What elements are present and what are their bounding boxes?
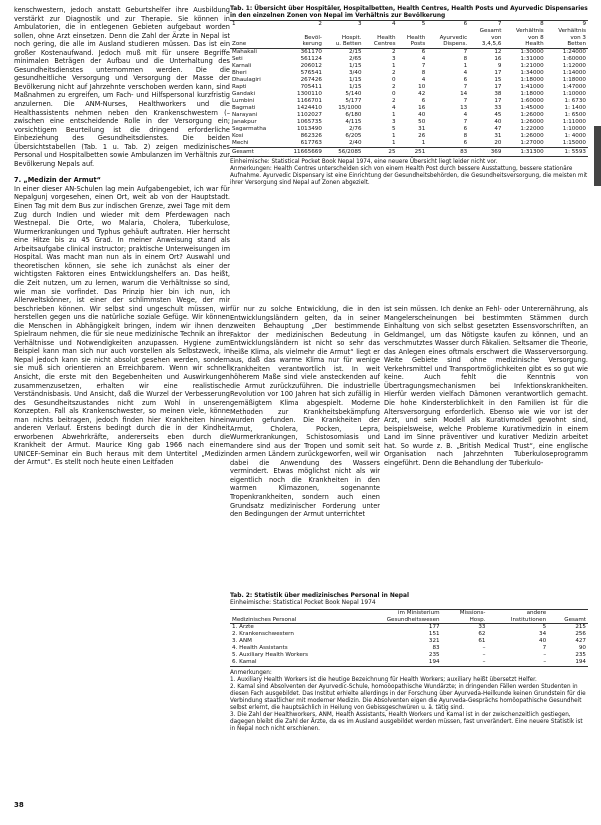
- table-cell: 6: [421, 48, 426, 55]
- col-number: 1: [232, 21, 236, 28]
- column-header: Verhältnis von 3 Betten: [546, 28, 588, 48]
- table-cell: 617763: [300, 139, 322, 146]
- table-cell: 2: [391, 97, 396, 104]
- table-cell: 1:31000: [520, 55, 544, 62]
- table-cell: 1:22000: [520, 125, 544, 132]
- table-2-subtitle: Einheimische: Statistical Pocket Book Nepal 1974: [230, 600, 376, 607]
- table-cell: 2: [391, 48, 396, 55]
- table-cell: 235: [428, 652, 440, 659]
- col-number: 5: [421, 21, 426, 28]
- table-cell: 7: [463, 83, 468, 90]
- col-number: 2: [318, 21, 322, 28]
- table-cell: 1065735: [297, 118, 322, 125]
- table-cell: 3. ANM: [232, 638, 252, 645]
- column-header: Hospit. u. Betten: [324, 28, 364, 48]
- table-row: [230, 119, 588, 126]
- table-cell: 705411: [300, 83, 322, 90]
- table-total-row: [230, 147, 588, 156]
- table-cell: 1:41000: [520, 83, 544, 90]
- table-cell: 215: [575, 624, 586, 631]
- table-row: [230, 84, 588, 91]
- table-cell: Dhaulagiri: [232, 76, 261, 83]
- column-header: Medizinisches Personal: [230, 610, 354, 624]
- table-cell: 1: 5593: [546, 147, 588, 156]
- page-number: 38: [14, 801, 24, 809]
- table-cell: 862326: [300, 132, 322, 139]
- table-cell: 11665669: [281, 147, 324, 156]
- table-row: [230, 63, 588, 70]
- table-cell: Mechi: [232, 139, 249, 146]
- table-row: [230, 98, 588, 105]
- table-cell: 194: [575, 659, 586, 666]
- middle-text-column: [230, 305, 380, 519]
- table-cell: Sagarmatha: [232, 125, 267, 132]
- table-cell: 2/15: [348, 48, 362, 55]
- table-cell: 267426: [300, 76, 322, 83]
- section-heading: 7. „Medizin der Armut“: [14, 176, 101, 185]
- column-header: Health Posts: [398, 28, 428, 48]
- table-row: [230, 624, 588, 632]
- table-cell: 1:34000: [520, 69, 544, 76]
- table-cell: 13: [460, 104, 468, 111]
- table-1-body: [230, 48, 588, 156]
- table-row: [230, 48, 588, 56]
- table-cell: 8: [463, 132, 468, 139]
- table-cell: 1300110: [297, 90, 322, 97]
- table-cell: 1: [391, 111, 396, 118]
- table-cell: 1: 6500: [564, 111, 586, 118]
- table-cell: 5. Auxiliary Health Workers: [232, 652, 309, 659]
- table-cell: 83: [427, 147, 469, 156]
- table-cell: 5/177: [345, 97, 362, 104]
- table-1-note: Anmerkungen: Health Centres unterscheiden sich von einem Health Post durch bessere Ausstattung, bessere stationäre Aufnahme. Ayurvedic Dispensary ist eine Einrichtung der Gesundheitsbehörden, die Gesundheitsversorgung, die meisten mit ihrer Versorgung sind Nepal auf Zonen abgezielt.: [230, 165, 588, 186]
- table-cell: 2/65: [348, 55, 362, 62]
- table-cell: 47: [494, 125, 502, 132]
- column-header: Health Centres: [364, 28, 398, 48]
- table-cell: 2: [391, 83, 396, 90]
- table-cell: 7: [421, 62, 426, 69]
- table-cell: 0: [391, 76, 396, 83]
- table-2: [230, 609, 588, 667]
- table-cell: 2. Krankenschwestern: [232, 631, 294, 638]
- table-cell: 17: [494, 69, 502, 76]
- table-cell: Janakpur: [232, 118, 257, 125]
- table-cell: 40: [494, 118, 502, 125]
- column-header: andere Institutionen: [487, 610, 548, 624]
- table-row: [230, 652, 588, 659]
- table-cell: 1:47000: [562, 83, 586, 90]
- table-cell: 17: [494, 97, 502, 104]
- col-number: 3: [357, 21, 362, 28]
- table-row: [230, 77, 588, 84]
- table-cell: Karnali: [232, 62, 252, 69]
- table-note: 3. Die Zahl der Healthworkers, ANM, Health Assistants, Health Workers und Kamal ist in der zwischenzeitlich gestiegen, dagegen bleibt die Zahl der Ärzte, da es im Ausland ausgebildet werden müssen, fast unverändert. Eine neuere Statistik ist in Nepal noch nicht erschienen.: [230, 712, 583, 733]
- table-cell: 1:45000: [520, 104, 544, 111]
- table-cell: 1: [391, 132, 396, 139]
- table-cell: 1/15: [348, 62, 362, 69]
- table-cell: 2/76: [348, 125, 362, 132]
- table-cell: 3: [391, 118, 396, 125]
- table-cell: Gesamt: [230, 147, 281, 156]
- table-cell: Lumbini: [232, 97, 255, 104]
- table-cell: 1: 6730: [564, 97, 586, 104]
- table-cell: 38: [494, 90, 502, 97]
- body-paragraph: In einer dieser AN-Schulen lag mein Aufgabengebiet, ich war für Nepalgunj vorgesehen, einen Ort, weit ab von der Hauptstadt. Einen Tag mit dem Bus zur indischen Grenze, zwei Tage mit dem Zug durch Indien und wieder mit dem Pferdewagen nach Westnepal. Die Orte, wo Malaria, Cholera, Tuberkulose, Wurmerkrankungen und Typhus gehäuft auftraten. Hier herrscht eine Hitze bis zu 45 Grad. In meiner Anweisung stand als Arbeitsaufgabe clinical instructor; praktische Unterweisungen im Hospital. Was macht man nun als in einem Ort? Auswahl und theoretischen können, sie sehe ich zunächst als einer der wichtigsten Faktoren eines Entwicklungshelfers an. Das heißt, die Zeit nutzen, um zu lernen, warum die Verhältnisse so sind, wie man sie vorfindet. Das Prinzip hier bin ich nun, ich Allerweltskönner, ist einer der schlimmsten Wege, der mir beschrieben können. Wir selbst sind ungeschult müssen, wir herstellen gegen uns die natürliche soziale Gefüge. Wir können die Menschen in Abhängigkeit bringen, indem wir ihnen den Spielraum nehmen, die für sie neue medizinische Technik an ihre Verhältnisse und Notwendigkeiten anzupassen. Hygiene zum Beispiel kann man sich nur auch vorstellen als Selbstzweck, in Nepal jedoch kann sie nicht absolut gesehen werden, sondern sie muß sich orientieren an Erreichbarem. Wenn wir schnell Ansicht, die erste mit den Begebenheiten und Auswirkungen zusammenzusetzen, erhalten wir eine realistische Verständnisbasis. Und Ansicht, daß die Wurzel der Verbesserung des Gesundheitszustandes nicht zum Wohl in unseren Konzepten. Fall als Krankenschwester, so meinen viele, könne man nichts beitragen, jedoch finden hier Krankheiten hinein anderen Verlauf. Erstens bedingt durch die in der Kindheit erworbenen Abwehrkräfte, andererseits eben durch die Krankheit der Armut. Maurice King gab 1966 nach einem UNICEF-Seminar ein Buch heraus mit dem Untertitel „Medizin der Armut“. Es stellt noch heute einen Leitfaden: [14, 184, 230, 467]
- table-cell: 1:10000: [562, 90, 586, 97]
- table-cell: 1:60000: [520, 97, 544, 104]
- table-cell: 20: [494, 139, 502, 146]
- table-cell: 12: [494, 48, 502, 55]
- table-cell: 16: [494, 55, 502, 62]
- table-cell: 8: [421, 69, 426, 76]
- table-1-title: Tab. 1: Übersicht über Hospitäler, Hospitalbetten, Health Centres, Health Posts und Ayurvedic Dispensaries in den einzelnen Zonen von Nepal im Verhältnis zur Bevölkerung: [230, 6, 588, 20]
- table-cell: –: [543, 652, 547, 659]
- table-2-header-row: [230, 610, 588, 624]
- table-cell: –: [482, 652, 486, 659]
- column-number-row: [230, 21, 588, 29]
- table-cell: 235: [575, 652, 586, 659]
- table-cell: 1:26000: [520, 118, 544, 125]
- table-cell: 26: [418, 132, 426, 139]
- table-row: [230, 70, 588, 77]
- right-text-column: [384, 305, 588, 467]
- table-row: [230, 140, 588, 148]
- table-cell: 25: [364, 147, 398, 156]
- table-cell: 14: [460, 90, 468, 97]
- left-text-column: [14, 6, 230, 467]
- table-cell: 1:12000: [562, 62, 586, 69]
- table-cell: 1:26000: [520, 111, 544, 118]
- table-cell: 40: [418, 111, 426, 118]
- table-cell: 151: [428, 631, 440, 638]
- table-cell: 45: [494, 111, 502, 118]
- table-cell: 6: [463, 76, 468, 83]
- table-2-notes-heading: Anmerkungen:: [230, 670, 272, 677]
- table-row: [230, 105, 588, 112]
- table-cell: 7: [463, 118, 468, 125]
- column-header: im Ministerium Gesundheitswesen: [354, 610, 442, 624]
- table-cell: 576541: [300, 69, 322, 76]
- table-cell: 7: [542, 645, 547, 652]
- col-number: 4: [391, 21, 396, 28]
- col-number: 9: [582, 21, 586, 28]
- col-number: 8: [540, 21, 544, 28]
- body-paragraph: ist sein müssen. Ich denke an Fehl- oder Unterernährung, als Mangelerscheinungen bei bestimmten Stämmen durch Einhaltung von sich selbst gesetzten Essensvorschriften, an Geldmangel, um das Nötigste kaufen zu können, und an verschmutztes Wasser durch Fäkalien. Seltsamer die Theorie, das Anlegen eines oftmals erschwert die Wasserversorgung. Weite Gebiete sind ohne medizinische Versorgung. Verkehrsmittel und Transportmöglichkeiten gibt es so gut wie keine. Auch fehlt die Kenntnis von Übertragungsmechanismen bei Infektionskrankheiten. Hierfür werden vielfach Dämonen verantwortlich gemacht. Die hohe Kindersterblichkeit in den Familien ist für die Altersversorgung erforderlich. Ebenso wie wie vor ist der Arzt, und sein Modell als Kurativmodell gewohnt sind, beispielsweise, welche Probleme Kurativmedizin in einem Land im Sinne präventiver und kurativer Medizin arbeitet hat. So wurde z. B. „British Medical Trust“, eine englische Organisation nach Jahrzehnten Tuberkuloseprogramm eingeführt. Denn die Behandlung der Tuberkulo-: [384, 305, 588, 467]
- table-cell: 4: [463, 111, 468, 118]
- table-cell: 1424410: [297, 104, 322, 111]
- column-header: Zone: [230, 28, 281, 48]
- table-cell: 5: [542, 624, 547, 631]
- table-cell: 4: [463, 69, 468, 76]
- col-number: 6: [463, 21, 468, 28]
- table-cell: –: [543, 659, 547, 666]
- table-cell: 5: [391, 125, 396, 132]
- body-paragraph: für nur zu solche Entwicklung, die in den Entwicklungsländern gelten, da in seiner zweiten Behauptung „Der bestimmende Faktor der medizinischen Bedeutung in Entwicklungsländern ist nicht so sehr das heiße Klima, als vielmehr die Armut“ liegt er aus, daß das warme Klima nur für wenige Krankheiten verantwortlich ist. In weit höherem Maße sind viele ansteckenden auf die Armut zurückzuführen. Die industrielle Revolution vor 100 Jahren hat sich zufällig in gemäßigtem Klima abgespielt. Moderne Methoden zur Krankheitsbekämpfung wurden gefunden. Die Krankheiten der Armut, Cholera, Pocken, Lepra, Wurmerkrankungen, Schistosomiasis und andere sind aus der Tropen und somit seit den armen Ländern zurückgeworfen, weil wir dabei die Anwendung des Wassers vermindert. Etwas möglichst nicht als wir eigentlich noch die Krankheiten in den warmen Klimazonen, sogenannte Tropenkrankheiten, sondern auch einen Grundsatz medizinischer Forderung unter den Bedingungen der Armut unterrichtet: [230, 305, 380, 519]
- table-cell: 7: [463, 48, 468, 55]
- table-cell: 1:24000: [562, 48, 586, 55]
- table-cell: 17: [494, 83, 502, 90]
- table-cell: Narayani: [232, 111, 258, 118]
- table-cell: 1:27000: [520, 139, 544, 146]
- table-cell: 7: [463, 97, 468, 104]
- table-cell: 15: [494, 76, 502, 83]
- table-cell: 251: [398, 147, 428, 156]
- table-cell: 1: [421, 139, 426, 146]
- column-header: Missions- Hosp.: [442, 610, 488, 624]
- table-cell: 33: [494, 104, 502, 111]
- table-note: 2. Kamal sind Absolventen der Ayurvedic-Schule, homoöopathische Wundärzte; in dringenden Fällen werden Studenten in diesen Fach ausgebildet. Das Institut erhielte allerdings in der Forschung über Ayurveda-Heilkunde keinen Grundstein für die Verbindung staatlicher mit moderner Medizin. Die Absolventen eigen die Ayurveda-Gesprächs homöopathische Gesundheit selbst erlernt, die hauptsächlich in Heilung von Gebissgeschwüren u. ä. tätig sind.: [230, 684, 586, 712]
- table-cell: 4. Health Assistants: [232, 645, 288, 652]
- table-cell: 31: [418, 125, 426, 132]
- table-2-block: [230, 593, 588, 733]
- column-header: Bevöl- kerung: [281, 28, 324, 48]
- table-cell: –: [482, 659, 486, 666]
- table-1-block: [230, 6, 588, 187]
- table-cell: 6: [463, 125, 468, 132]
- column-header: Gesamt: [548, 610, 588, 624]
- table-cell: 16: [418, 104, 426, 111]
- table-cell: 1013490: [297, 125, 322, 132]
- table-cell: 2/40: [348, 139, 362, 146]
- table-cell: 1:26000: [520, 132, 544, 139]
- table-cell: 1:18000: [520, 90, 544, 97]
- table-2-notes: [230, 677, 588, 733]
- table-1: [230, 20, 588, 156]
- table-cell: 1/15: [348, 76, 362, 83]
- table-row: [230, 112, 588, 119]
- table-2-title: Tab. 2: Statistik über medizinisches Personal in Nepal: [230, 593, 409, 599]
- table-cell: 1:31300: [503, 147, 545, 156]
- table-cell: 61: [478, 638, 486, 645]
- table-cell: Bheri: [232, 69, 247, 76]
- table-1-header-row: [230, 28, 588, 48]
- table-cell: 1:30000: [520, 48, 544, 55]
- table-2-body: [230, 624, 588, 667]
- table-cell: 40: [539, 638, 547, 645]
- table-cell: 42: [418, 90, 426, 97]
- table-cell: 1:11000: [562, 118, 586, 125]
- table-cell: 90: [578, 645, 586, 652]
- table-cell: Rapti: [232, 83, 247, 90]
- table-cell: 1:60000: [562, 55, 586, 62]
- table-cell: 56/2085: [324, 147, 364, 156]
- table-row: [230, 631, 588, 638]
- table-note: 1. Auxiliary Health Workers ist die heutige Bezeichnung für Health Workers; auxiliary heißt übersetzt Helfer.: [230, 677, 537, 684]
- page-edge-mark: [594, 126, 601, 186]
- table-1-source: Einheimische: Statistical Pocket Book Nepal 1974, eine neuere Übersicht liegt leider nicht vor.: [230, 158, 498, 165]
- table-cell: 561124: [300, 55, 322, 62]
- table-cell: 1: 4000: [564, 132, 586, 139]
- table-cell: 62: [478, 631, 486, 638]
- table-cell: 369: [469, 147, 503, 156]
- table-cell: 177: [428, 624, 440, 631]
- table-cell: 83: [432, 645, 440, 652]
- table-cell: 33: [478, 624, 486, 631]
- column-header: Gesamt von 3,4,5,6: [469, 28, 503, 48]
- table-cell: 2: [391, 69, 396, 76]
- table-cell: 4: [421, 55, 426, 62]
- table-row: [230, 56, 588, 63]
- table-cell: –: [482, 645, 486, 652]
- body-paragraph: kenschwestern, jedoch anstatt Geburtshelfer ihre Ausbildung verstärkt zur Diagnostik und zur Therapie. Sie können in Ambulatorien, die in entlegenen Gebieten aufgebaut worden sollen, ohne Arzt einsetzen. Denn die Zahl der Ärzte in Nepal ist noch gering, die alle im Ausland studieren müssen. Das ist ein großer Kostenaufwand. Jedoch muß mit für unsere Begriffe minimalen Beträgen der Aufbau und die Unterhaltung des Gesundheitsdienstes unternommen werden. Die die gesundheitliche Versorgung und Versorgung der Masse der Bevölkerung nicht auf Jahrzehnte verschoben werden kann, sind Maßnahmen zu ergreifen, um Fach- und Hilfspersonal kurzfristig anzulernen. Die ANM-Nurses, Healthworkers und die Healthassistents nehmen neben den Krankenschwestern (– zwischen eine entscheidende Rolle in der Versorgung ein; vorsichtigem Beurteilung ist die dringend erforderliche Einbeziehung des Gesundheitsdienstes. Die beiden Übersichtstabellen (Tab. 1 u. Tab. 2) zeigen medizinisches Personal und Hospitalbetten sowie Ambulanzen im Verhältnis zur Bevölkerung Nepals auf.: [14, 6, 230, 168]
- table-cell: 3: [391, 55, 396, 62]
- table-cell: 6/205: [345, 132, 362, 139]
- table-cell: 1: [391, 139, 396, 146]
- table-cell: 1:14000: [562, 69, 586, 76]
- table-cell: 1:15000: [562, 139, 586, 146]
- table-cell: 1: [463, 62, 468, 69]
- table-cell: Bagmati: [232, 104, 256, 111]
- table-cell: 1102027: [297, 111, 322, 118]
- table-cell: 6: [463, 139, 468, 146]
- table-cell: 206012: [300, 62, 322, 69]
- table-row: [230, 659, 588, 667]
- table-cell: 361170: [300, 48, 322, 55]
- table-cell: 5/140: [345, 90, 362, 97]
- table-cell: 1: [391, 62, 396, 69]
- column-header: Ayurvedic Dispens.: [427, 28, 469, 48]
- table-cell: 34: [539, 631, 547, 638]
- table-cell: 31: [494, 132, 502, 139]
- table-cell: 1:18000: [520, 76, 544, 83]
- table-cell: 4/115: [345, 118, 362, 125]
- table-cell: 6/180: [345, 111, 362, 118]
- table-cell: 10: [418, 83, 426, 90]
- table-row: [230, 638, 588, 645]
- table-row: [230, 126, 588, 133]
- table-cell: 1/15: [348, 83, 362, 90]
- table-cell: 1. Ärzte: [232, 624, 254, 631]
- table-cell: 6: [421, 97, 426, 104]
- table-cell: 9: [497, 62, 502, 69]
- table-cell: 15/1000: [338, 104, 362, 111]
- table-cell: 321: [428, 638, 440, 645]
- table-cell: 6. Kamal: [232, 659, 257, 666]
- table-cell: 427: [575, 638, 586, 645]
- table-cell: Kosi: [232, 132, 244, 139]
- col-number: 7: [497, 21, 502, 28]
- table-cell: 50: [418, 118, 426, 125]
- table-cell: 1166701: [297, 97, 322, 104]
- table-cell: 256: [575, 631, 586, 638]
- table-row: [230, 91, 588, 98]
- table-row: [230, 645, 588, 652]
- table-cell: Seti: [232, 55, 243, 62]
- table-cell: 1:10000: [562, 125, 586, 132]
- table-cell: 4: [421, 76, 426, 83]
- table-cell: 8: [463, 55, 468, 62]
- table-cell: 4: [391, 104, 396, 111]
- table-cell: 3/40: [348, 69, 362, 76]
- table-cell: 194: [428, 659, 440, 666]
- table-cell: 1: 1400: [564, 104, 586, 111]
- table-cell: Mahakali: [232, 48, 257, 55]
- table-cell: 0: [391, 90, 396, 97]
- column-header: Verhältnis von 8 Health: [503, 28, 545, 48]
- table-row: [230, 133, 588, 140]
- table-cell: Gandaki: [232, 90, 256, 97]
- table-cell: 1:21000: [520, 62, 544, 69]
- table-cell: 1:18000: [562, 76, 586, 83]
